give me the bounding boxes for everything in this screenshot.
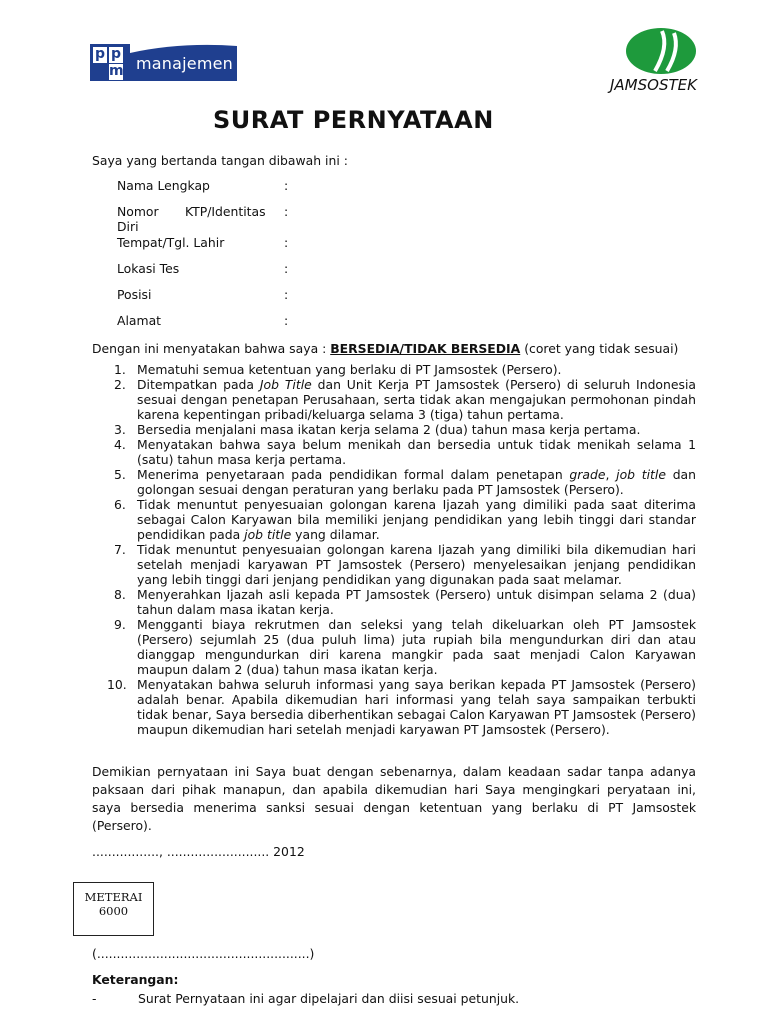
item-text: Bersedia menjalani masa ikatan kerja selama 2 (dua) tahun masa kerja pertama.	[137, 422, 641, 437]
item-text-italic: job title	[616, 467, 666, 482]
list-item	[92, 587, 696, 617]
statement-prefix: Dengan ini menyatakan bahwa saya :	[92, 341, 331, 356]
field-colon: :	[284, 235, 289, 250]
list-item	[92, 467, 696, 497]
statement-line	[92, 341, 678, 356]
item-text: Tidak menuntut penyesuaian golongan karena Ijazah yang dimiliki pada saat diterima sebagai Calon Karyawan bila memiliki jenjang pendidikan yang lebih tinggi dari standar pendidikan pada	[137, 497, 696, 542]
note-heading: Keterangan:	[92, 972, 179, 987]
intro-text: Saya yang bertanda tangan dibawah ini :	[92, 153, 348, 168]
list-item	[92, 497, 696, 542]
field-label-lokasi: Lokasi Tes	[117, 261, 180, 276]
item-text-italic: job title	[244, 527, 292, 542]
list-item	[92, 677, 696, 737]
list-item	[92, 377, 696, 422]
materai-label: METERAI	[84, 890, 143, 904]
item-text: Tidak menuntut penyesuaian golongan karena Ijazah yang dimiliki bila dikemudian hari setelah menjadi karyawan PT Jamsostek (Persero) menyelesaikan jenjang pendidikan yang lebih tinggi dari jenjang pendidikan yang digunakan pada saat melamar.	[137, 542, 696, 587]
ppm-letter-p2: p	[110, 46, 122, 62]
ppm-letter-p1: p	[94, 46, 106, 62]
item-text: ,	[605, 467, 617, 482]
item-number: 6.	[114, 497, 126, 512]
item-text: Menyatakan bahwa seluruh informasi yang saya berikan kepada PT Jamsostek (Persero) adalah benar. Apabila dikemudian hari informasi yang telah saya sampaikan terbukti tidak benar, Saya bersedia diberhentikan sebagai Calon Karyawan PT Jamsostek (Persero) maupun dikemudian hari setelah menjadi karyawan PT Jamsostek (Persero).	[137, 677, 696, 737]
item-number: 8.	[114, 587, 126, 602]
item-text: Menyatakan bahwa saya belum menikah dan bersedia untuk tidak menikah selama 1 (satu) tahun masa kerja pertama.	[137, 437, 696, 467]
field-label-nama: Nama Lengkap	[117, 178, 210, 193]
field-label-ttl: Tempat/Tgl. Lahir	[117, 235, 225, 250]
ppm-wordmark: manajemen	[136, 54, 233, 73]
list-item	[92, 362, 696, 377]
field-colon: :	[284, 261, 289, 276]
statement-suffix: (coret yang tidak sesuai)	[520, 341, 679, 356]
list-item	[92, 542, 696, 587]
item-number: 2.	[114, 377, 126, 392]
ppm-letter-m: m	[109, 63, 124, 79]
field-label-posisi: Posisi	[117, 287, 152, 302]
item-text: Menerima penyetaraan pada pendidikan formal dalam penetapan	[137, 467, 570, 482]
item-text: dan Unit Kerja PT Jamsostek (Persero) di seluruh Indonesia sesuai dengan penetapan Perusahaan, serta tidak akan mengajukan permohonan pindah karena kepentingan pribadi/keluarga selama 3 (tiga) tahun pertama.	[137, 377, 696, 422]
note-dash: -	[92, 991, 97, 1006]
item-text: yang dilamar.	[291, 527, 380, 542]
item-number: 7.	[114, 542, 126, 557]
field-label-ktp: KTP/Identitas	[185, 204, 266, 219]
note-text: Surat Pernyataan ini agar dipelajari dan diisi sesuai petunjuk.	[138, 991, 520, 1006]
item-number: 3.	[114, 422, 126, 437]
item-number: 4.	[114, 437, 126, 452]
item-text: Mengganti biaya rekrutmen dan seleksi yang telah dikeluarkan oleh PT Jamsostek (Persero) sejumlah 25 (dua puluh lima) juta rupiah bila mengundurkan diri dan atau dianggap mengundurkan diri karena mangkir pada saat menjadi Calon Karyawan maupun dalam 2 (dua) tahun masa ikatan kerja.	[137, 617, 696, 677]
statement-choice: BERSEDIA/TIDAK BERSEDIA	[330, 341, 521, 356]
field-colon: :	[284, 287, 289, 302]
field-colon: :	[284, 204, 289, 219]
item-text: Ditempatkan pada	[137, 377, 260, 392]
item-number: 10.	[107, 677, 127, 692]
list-item	[92, 437, 696, 467]
terms-list	[92, 362, 696, 737]
item-number: 1.	[114, 362, 126, 377]
field-colon: :	[284, 178, 289, 193]
ppm-manajemen-logo	[90, 44, 237, 81]
jamsostek-logo-icon	[625, 27, 697, 75]
item-number: 5.	[114, 467, 126, 482]
document-title: SURAT PERNYATAAN	[213, 106, 494, 134]
item-text: Menyerahkan Ijazah asli kepada PT Jamsostek (Persero) untuk disimpan selama 2 (dua) tahun dalam masa ikatan kerja.	[137, 587, 696, 617]
field-label-diri: Diri	[117, 219, 139, 234]
item-text-italic: grade	[569, 467, 606, 482]
list-item	[92, 617, 696, 677]
signature-line: (......................................................)	[92, 946, 315, 961]
list-item	[92, 422, 696, 437]
field-colon: :	[284, 313, 289, 328]
item-text-italic: Job Title	[259, 377, 312, 392]
materai-stamp-box	[73, 882, 154, 936]
item-text: Mematuhi semua ketentuan yang berlaku di PT Jamsostek (Persero).	[137, 362, 562, 377]
field-label-nomor: Nomor	[117, 204, 159, 219]
item-number: 9.	[114, 617, 126, 632]
field-label-alamat: Alamat	[117, 313, 162, 328]
date-line: ................., .......................... 2012	[92, 844, 305, 859]
closing-paragraph: Demikian pernyataan ini Saya buat dengan sebenarnya, dalam keadaan sadar tanpa adanya paksaan dari pihak manapun, dan apabila dikemudian hari Saya mengingkari peryataan ini, saya bersedia menerima sanksi sesuai dengan ketentuan yang berlaku di PT Jamsostek (Persero).	[92, 764, 696, 833]
item-text: dan golongan sesuai dengan peraturan yang berlaku pada PT Jamsostek (Persero).	[137, 467, 696, 497]
jamsostek-wordmark: JAMSOSTEK	[610, 76, 697, 94]
materai-value: 6000	[98, 904, 129, 918]
